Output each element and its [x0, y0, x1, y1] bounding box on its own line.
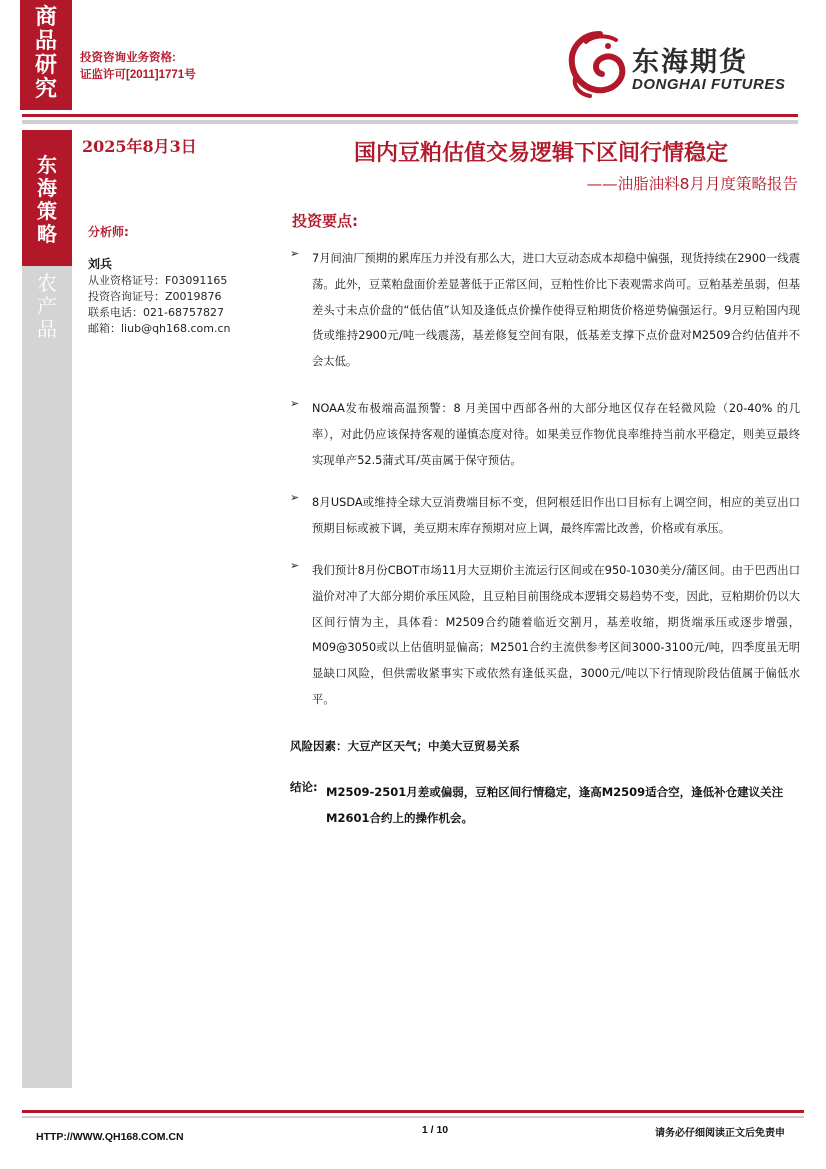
analyst-name: 刘兵: [88, 257, 113, 271]
conclusion-text: M2509-2501月差或偏弱，豆粕区间行情稳定，逢高M2509适合空，逢低补仓建议关注M2601合约上的操作机会。: [326, 785, 784, 825]
analyst-phone: 联系电话：021-68757827: [88, 306, 224, 319]
header-divider-grey: [22, 120, 798, 124]
footer-website-link[interactable]: HTTP://WWW.QH168.COM.CN: [36, 1131, 184, 1143]
key-point-item: [290, 396, 800, 473]
license-info: [80, 50, 196, 84]
arrow-bullet-icon: ➢: [290, 491, 300, 504]
key-point-text: 我们预计8月份CBOT市场11月大豆期价主流运行区间或在950-1030美分/蒲区间。由于巴西出口溢价对冲了大部分期价承压风险，且豆粕目前围绕成本逻辑交易趋势不变，因此，豆粕期价仍以大区间行情为主，具体看：M2509合约随着临近交割月，基差收缩，期货端承压或逐步增强，M09@3050或以上估值明显偏高；M2501合约主流供参考区间3000-3100元/吨，四季度虽无明显缺口风险，但供需收紧事实下或依然有逢低买盘，3000元/吨以下行情现阶段估值属于偏低水平。: [312, 564, 800, 706]
report-subtitle: ——油脂油料8月月度策略报告: [586, 175, 798, 193]
analyst-label: 分析师:: [88, 225, 129, 239]
sidebar-tab-char: 海: [37, 176, 57, 200]
sidebar-tab-agriculture: [22, 272, 72, 341]
footer-divider-red: [22, 1110, 804, 1113]
arrow-bullet-icon: ➢: [290, 247, 300, 260]
sidebar-tab-char: 农: [37, 271, 57, 295]
sidebar-tab-donghai-strategy: [22, 130, 72, 266]
key-points-heading: 投资要点:: [292, 212, 358, 230]
sidebar-tab-char: 略: [37, 222, 57, 246]
arrow-bullet-icon: ➢: [290, 559, 300, 572]
sidebar-tab-char: 品: [37, 317, 57, 341]
sidebar-tab-char: 策: [37, 199, 57, 223]
logo-text-cn: 东海期货: [632, 47, 748, 78]
key-point-text: 8月USDA或维持全球大豆消费端目标不变，但阿根廷旧作出口目标有上调空间，相应的美豆出口预期目标或被下调，美豆期末库存预期对应上调，最终库需比改善，价格或有承压。: [312, 496, 800, 535]
key-point-text: 7月间油厂预期的累库压力并没有那么大，进口大豆动态成本却稳中偏强，现货持续在2900一线震荡。此外，豆菜粕盘面价差显著低于正常区间，豆粕性价比下表观需求尚可。豆粕基差虽弱，但基差头寸未点价盘的“低估值”认知及逢低点价操作使得豆粕期货价格逆势偏强运行。9月豆粕国内现货或维持2900元/吨一线震荡，基差修复空间有限，低基差支撑下点价盘对M2509合约估值并不会太低。: [312, 252, 800, 369]
section-tab-commodity-research: [20, 0, 72, 110]
footer-divider-grey: [22, 1116, 804, 1118]
sidebar-tab-char: 东: [37, 153, 57, 177]
logo-text-en: DONGHAI FUTURES: [632, 76, 786, 93]
sidebar-tab-char: 产: [37, 294, 57, 318]
analyst-email: 邮箱：liub@qh168.com.cn: [88, 322, 231, 335]
page-number: 1 / 10: [421, 1124, 449, 1136]
report-title: 国内豆粕估值交易逻辑下区间行情稳定: [353, 141, 728, 166]
key-point-item: [290, 490, 800, 542]
risk-factors: 风险因素：大豆产区天气；中美大豆贸易关系: [290, 739, 520, 753]
key-point-text: NOAA发布极端高温预警：8 月美国中西部各州的大部分地区仅存在轻微风险（20-40% 的几率），对此仍应该保持客观的谨慎态度对待。如果美豆作物优良率维持当前水平稳定，则美豆最终实现单产52.5蒲式耳/英亩属于保守预估。: [312, 402, 800, 467]
report-date: 2025年8月3日: [82, 137, 197, 156]
key-point-item: [290, 246, 800, 375]
license-line: 投资咨询业务资格:: [80, 52, 176, 64]
license-line: 证监许可[2011]1771号: [80, 69, 196, 81]
header-divider-red: [22, 114, 798, 117]
arrow-bullet-icon: ➢: [290, 397, 300, 410]
section-tab-char: 商: [34, 5, 57, 30]
conclusion-label: 结论:: [290, 780, 318, 794]
section-tab-char: 品: [34, 29, 57, 54]
analyst-consulting-id: 投资咨询证号：Z0019876: [88, 290, 222, 303]
section-tab-char: 研: [34, 53, 57, 78]
section-tab-char: 究: [34, 77, 57, 102]
key-point-item: [290, 558, 800, 713]
analyst-qualification: 从业资格证号：F03091165: [88, 274, 228, 287]
footer-disclaimer: 请务必仔细阅读正文后免责申: [655, 1128, 785, 1139]
